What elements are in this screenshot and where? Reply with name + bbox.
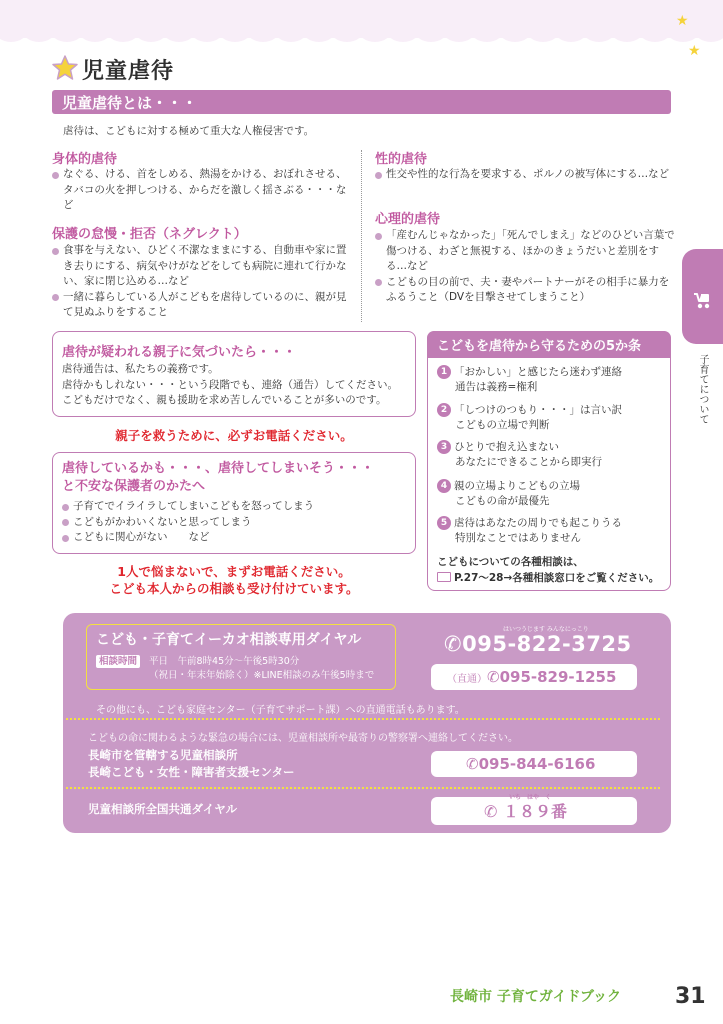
message-line: 1人で悩まないで、まずお電話ください。 [117,564,351,579]
dotted-divider [66,787,660,789]
center-line: 長崎市を管轄する児童相談所 [88,748,238,762]
list-item: こどもがかわいくないと思ってしまう [62,515,402,531]
phone-icon: ✆ [444,632,463,656]
center-line: 長崎こども・女性・障害者支援センター [88,765,295,779]
hours-line: 平日 午前8時45分～午後5時30分 [149,656,300,667]
rule-item [437,479,667,509]
national-number: １８９番 [502,802,567,821]
list-item: 性交や性的な行為を要求する、ポルノの被写体にする…など [375,167,675,183]
list-item: こどもに関心がない など [62,530,402,546]
physical-abuse-heading: 身体的虐待 [52,152,118,167]
call-message: 親子を救うために、必ずお電話ください。 [115,428,353,443]
rule-sub: 特別なことではありません [455,532,581,544]
list-item: 一緒に暮らしている人がこどもを虐待しているのに、親が見て見ぬふりをすること [52,290,352,321]
suspect-box-body [62,362,412,409]
note-line-link[interactable] [437,570,669,586]
list-item: 食事を与えない、ひどく不潔なままにする、自動車や家に置き去りにする、病気やけがなどをしても病院に連れて行かない、家に閉じ込める…など [52,243,352,290]
phone-icon: ✆ [466,755,479,773]
neglect-list [52,243,352,321]
body-line: こどもだけでなく、親も援助を求め苦しんでいることが多いのです。 [62,394,387,406]
phone-ruby: はいつうじます みんなにっこり [503,626,589,633]
center-phone [466,754,595,774]
number-badge: 1 [437,365,451,379]
page-number: 31 [675,984,706,1009]
worry-list [62,499,402,546]
page-title: 児童虐待 [82,59,175,84]
emergency-note: こどもの命に関わるような緊急の場合には、児童相談所や最寄りの警察署へ連絡してください。 [88,733,518,744]
title-line: 虐待しているかも・・・、虐待してしまいそう・・・ [62,461,375,476]
psychological-abuse-heading: 心理的虐待 [375,212,441,227]
list-item: なぐる、ける、首をしめる、熱湯をかける、おぼれさせる、タバコの火を押しつける、からだを激しく揺さぶる・・・など [52,167,352,214]
title-line: と不安な保護者のかたへ [62,479,206,494]
neglect-heading: 保護の怠慢・拒否（ネグレクト） [52,227,247,242]
phone-icon: ✆ [487,668,500,686]
main-phone-link[interactable] [444,632,632,656]
sexual-abuse-heading: 性的虐待 [375,152,428,167]
five-rules-title: こどもを虐待から守るための5か条 [437,339,642,354]
rule-sub: あなたにできることから即実行 [455,456,602,468]
rule-item [437,403,667,433]
rule-item [437,440,667,470]
hours-line: （祝日・年末年始除く）※LINE相談のみ午後5時まで [149,670,375,681]
psychological-abuse-list [375,228,675,306]
rule-sub: こどもの命が最優先 [455,495,550,507]
dotted-divider [66,718,660,720]
star-icon: ★ [688,43,701,59]
hours-badge: 相談時間 [96,655,140,668]
cloud-edge-decoration [0,26,723,50]
body-line: 虐待通告は、私たちの義務です。 [62,363,219,375]
list-item: 「産むんじゃなかった」「死んでしまえ」などのひどい言葉で傷つける、わざと無視する、ほかのきょうだいと差別をする…など [375,228,675,275]
physical-abuse-list [52,167,352,214]
main-phone-number: 095-822-3725 [462,632,632,656]
center-name [88,747,295,781]
rule-item [437,516,667,546]
number-badge: 4 [437,479,451,493]
rule-sub: こどもの立場で判断 [455,419,550,431]
rule-main: 虐待はあなたの周りでも起こりうる [454,517,622,529]
body-line: 虐待かもしれない・・・という段階でも、連絡（通告）してください。 [62,378,398,391]
sexual-abuse-list [375,167,675,183]
rule-main: 「おかしい」と感じたら迷わず連絡 [454,366,622,378]
column-divider [361,150,362,322]
rule-item [437,365,667,395]
hours-text [149,669,374,683]
list-item: 子育てでイライラしてしまいこどもを怒ってしまう [62,499,402,515]
direct-phone [447,667,616,690]
hours-text [149,655,299,669]
direct-phone-number: 095-829-1255 [499,668,617,686]
intro-text: 虐待は、こどもに対する極めて重大な人権侵害です。 [63,125,315,137]
rule-sub: 通告は義務=権利 [455,381,538,393]
number-badge: 2 [437,403,451,417]
side-index-tab[interactable] [682,249,723,344]
message-line: こども本人からの相談も受け付けています。 [109,581,359,596]
worry-message [52,563,416,597]
other-note: その他にも、こども家庭センター（子育てサポート課）への直通電話もあります。 [96,705,465,716]
national-dial [484,802,567,822]
side-tab-label: 子育てについて [697,354,708,424]
note-line: こどもについての各種相談は、 [437,556,584,568]
suspect-box-title: 虐待が疑われる親子に気づいたら・・・ [62,345,297,360]
footer-brand: 長崎市 子育てガイドブック [450,989,622,1005]
dial-title: こども・子育てイーカオ相談専用ダイヤル [96,632,362,648]
star-icon: ★ [676,13,689,29]
national-ruby: いち はや く [509,794,552,801]
number-badge: 5 [437,516,451,530]
number-badge: 3 [437,440,451,454]
national-dial-label: 児童相談所全国共通ダイヤル [88,802,238,816]
five-rules-note [437,554,669,586]
book-icon [437,572,451,582]
rule-main: 親の立場よりこどもの立場 [454,480,580,492]
phone-icon: ✆ [484,802,498,821]
page-reference: P.27～28→各種相談窓口をご覧ください。 [454,572,660,584]
center-phone-number: 095-844-6166 [478,755,596,773]
direct-label: （直通） [447,674,487,685]
rule-main: ひとりで抱え込まない [454,441,559,453]
stroller-icon [690,289,712,311]
rule-main: 「しつけのつもり・・・」は言い訳 [454,404,622,416]
worry-box-title [62,460,374,496]
star-icon [51,54,79,82]
list-item: こどもの目の前で、夫・妻やパートナーがその相手に暴力をふるうこと（DVを目撃させてしまうこと） [375,275,675,306]
section-title: 児童虐待とは・・・ [62,94,198,112]
